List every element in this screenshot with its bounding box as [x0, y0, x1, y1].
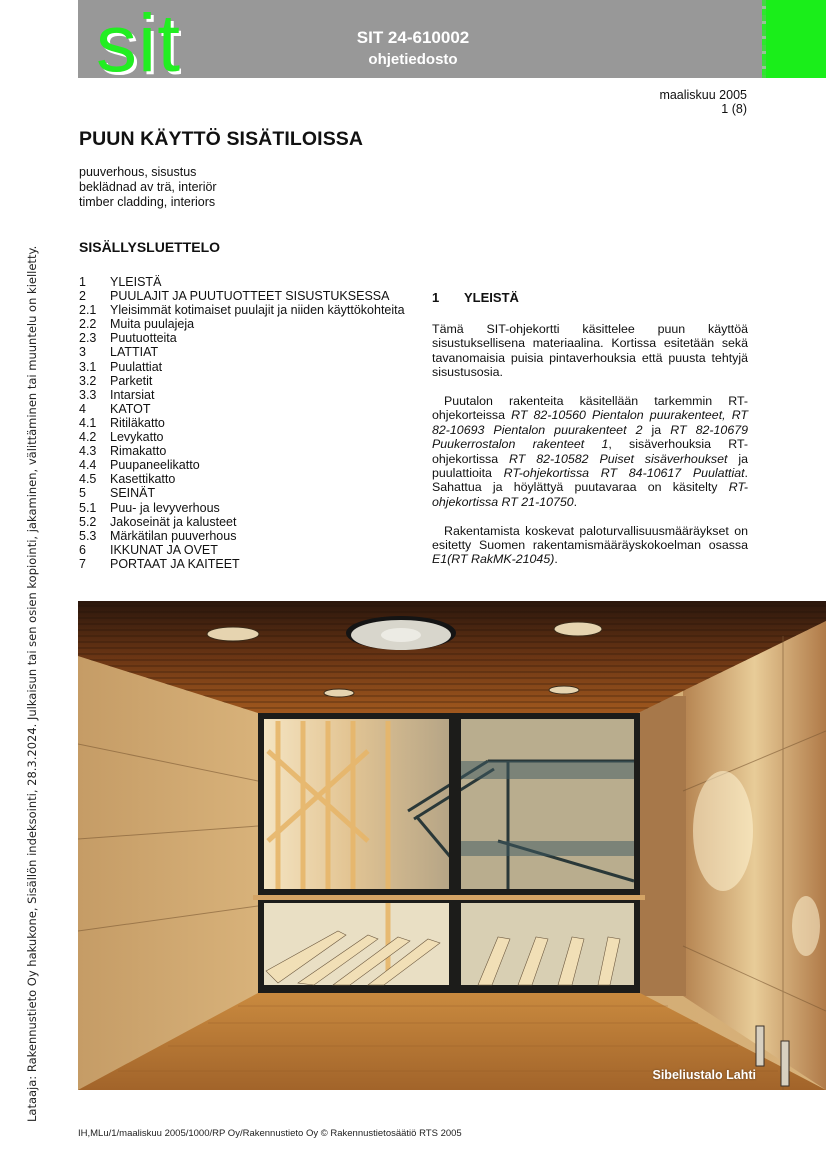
toc-item[interactable]: [79, 331, 409, 345]
header-green-stripe: [766, 0, 826, 78]
toc-item[interactable]: [79, 501, 409, 515]
sit-logo: sit: [96, 0, 181, 78]
toc-item[interactable]: [79, 543, 409, 557]
toc-label: Puupaneelikatto: [110, 458, 200, 473]
table-of-contents: [79, 275, 409, 571]
toc-number: 5.1: [79, 500, 97, 515]
section-number: 1: [432, 290, 440, 305]
toc-label: Puu- ja levyverhous: [110, 500, 220, 515]
toc-item[interactable]: [79, 360, 409, 374]
toc-number: 4.1: [79, 415, 97, 430]
toc-number: 2.3: [79, 331, 97, 346]
publish-date: maaliskuu 2005: [659, 88, 747, 102]
toc-item[interactable]: [79, 402, 409, 416]
section-1-body: [432, 322, 748, 581]
text-run: . Sahattua ja höylättyä puutavaraa on käsitelty: [432, 466, 748, 495]
toc-label: Intarsiat: [110, 387, 155, 402]
text-run: .: [573, 494, 578, 509]
toc-item[interactable]: [79, 458, 409, 472]
toc-item[interactable]: [79, 472, 409, 486]
toc-item[interactable]: [79, 275, 409, 289]
toc-label: Puutuotteita: [110, 331, 177, 346]
footer-credits: IH,MLu/1/maaliskuu 2005/1000/RP Oy/Rakennustieto Oy © Rakennustietosäätiö RTS 2005: [78, 1128, 462, 1139]
toc-label: Kasettikatto: [110, 472, 176, 487]
reference-link: RT 82-10679 Puukerrostalon rakenteet 1: [432, 422, 748, 452]
toc-number: 3: [79, 345, 86, 360]
reference-link: RT-ohjekortissa RT 84-10617 Puulattiat: [503, 466, 745, 481]
toc-label: Jakoseinät ja kalusteet: [110, 514, 237, 529]
toc-item[interactable]: [79, 289, 409, 303]
toc-number: 2.2: [79, 317, 97, 332]
toc-item[interactable]: [79, 430, 409, 444]
toc-number: 1: [79, 275, 86, 289]
toc-item[interactable]: [79, 515, 409, 529]
toc-item[interactable]: [79, 486, 409, 500]
toc-number: 3.2: [79, 373, 97, 388]
toc-label: PUULAJIT JA PUUTUOTTEET SISUSTUKSESSA: [110, 289, 390, 304]
toc-label: YLEISTÄ: [110, 275, 162, 289]
paragraph-references: [432, 394, 748, 509]
toc-number: 5.3: [79, 528, 97, 543]
paragraph-intro: Tämä SIT-ohjekortti käsittelee puun käyttöä sisustuksellisena materiaalina. Kortissa esitetään sekä tavanomaisia puisia pintaverhouksia että puusta tehtyjä sisustusosia.: [432, 322, 748, 380]
toc-number: 5.2: [79, 514, 97, 529]
text-run: .: [554, 552, 558, 567]
text-run: ja: [642, 422, 671, 437]
toc-number: 7: [79, 556, 86, 571]
toc-label: Yleisimmät kotimaiset puulajit ja niiden käyttökohteita: [110, 303, 405, 318]
toc-label: Parketit: [110, 373, 153, 388]
toc-item[interactable]: [79, 529, 409, 543]
reference-link: E1(RT RakMK-21045): [432, 552, 555, 567]
toc-number: 4: [79, 401, 86, 416]
toc-number: 4.5: [79, 472, 97, 487]
toc-label: Muita puulajeja: [110, 317, 195, 332]
section-title: YLEISTÄ: [464, 290, 519, 305]
text-run: , sisäverhouksia RT-ohjekortissa: [432, 437, 748, 466]
toc-number: 5: [79, 486, 86, 501]
toc-label: KATOT: [110, 401, 151, 416]
paragraph-fire-safety: [432, 524, 748, 567]
toc-item[interactable]: [79, 303, 409, 317]
toc-number: 6: [79, 542, 86, 557]
toc-label: Puulattiat: [110, 359, 163, 374]
toc-item[interactable]: [79, 416, 409, 430]
toc-number: 2: [79, 289, 86, 304]
toc-label: SEINÄT: [110, 486, 156, 501]
subtitle-en: timber cladding, interiors: [79, 195, 216, 209]
page-title: PUUN KÄYTTÖ SISÄTILOISSA: [79, 128, 364, 150]
photo-illustration: [78, 601, 826, 1090]
subtitle-fi: puuverhous, sisustus: [79, 165, 197, 179]
toc-item[interactable]: [79, 388, 409, 402]
page-number: 1 (8): [721, 102, 747, 116]
toc-item[interactable]: [79, 374, 409, 388]
toc-label: Rimakatto: [110, 444, 167, 459]
document-id: SIT 24-610002: [356, 28, 470, 47]
download-watermark: Lataaja: Rakennustieto Oy hakukone, Sisällön indeksointi, 28.3.2024. Julkaisun tai sen osien kopiointi, jakaminen, välittäminen tai muuntelu on kielletty.: [25, 245, 39, 1122]
toc-label: Märkätilan puuverhous: [110, 528, 237, 543]
toc-number: 4.3: [79, 444, 97, 459]
toc-item[interactable]: [79, 317, 409, 331]
toc-label: IKKUNAT JA OVET: [110, 542, 218, 557]
toc-number: 3.1: [79, 359, 97, 374]
subtitle-sv: beklädnad av trä, interiör: [79, 180, 217, 194]
text-run: Rakentamista koskevat paloturvallisuusmääräykset on esitetty Suomen rakentamismääräyskokoelman osassa: [432, 523, 748, 553]
toc-label: PORTAAT JA KAITEET: [110, 556, 240, 571]
toc-number: 2.1: [79, 303, 97, 318]
toc-heading: SISÄLLYSLUETTELO: [79, 239, 221, 255]
document-type: ohjetiedosto: [368, 51, 458, 68]
reference-link: RT 82-10560 Pientalon puurakenteet, RT 82-10693 Pientalon puurakenteet 2: [432, 408, 748, 437]
toc-number: 3.3: [79, 387, 97, 402]
reference-link: RT 82-10582 Puiset sisäverhoukset: [509, 451, 728, 466]
subtitle-keywords: [79, 165, 217, 210]
toc-item[interactable]: [79, 557, 409, 571]
photo-caption: Sibeliustalo Lahti: [652, 1068, 756, 1082]
document-meta: [659, 88, 747, 116]
toc-label: Levykatto: [110, 430, 164, 445]
toc-label: LATTIAT: [110, 345, 159, 360]
toc-label: Ritiläkatto: [110, 415, 165, 430]
text-run: ja puulattioita: [432, 451, 748, 481]
section-1-heading: [432, 290, 519, 305]
interior-photo: [78, 601, 826, 1090]
text-run: Puutalon rakenteita käsitellään tarkemmin RT-ohjekorteissa: [432, 394, 748, 423]
toc-number: 4.2: [79, 430, 97, 445]
reference-link: RT-ohjekortissa RT 21-10750: [432, 480, 748, 509]
toc-item[interactable]: [79, 345, 409, 359]
toc-number: 4.4: [79, 458, 97, 473]
toc-item[interactable]: [79, 444, 409, 458]
